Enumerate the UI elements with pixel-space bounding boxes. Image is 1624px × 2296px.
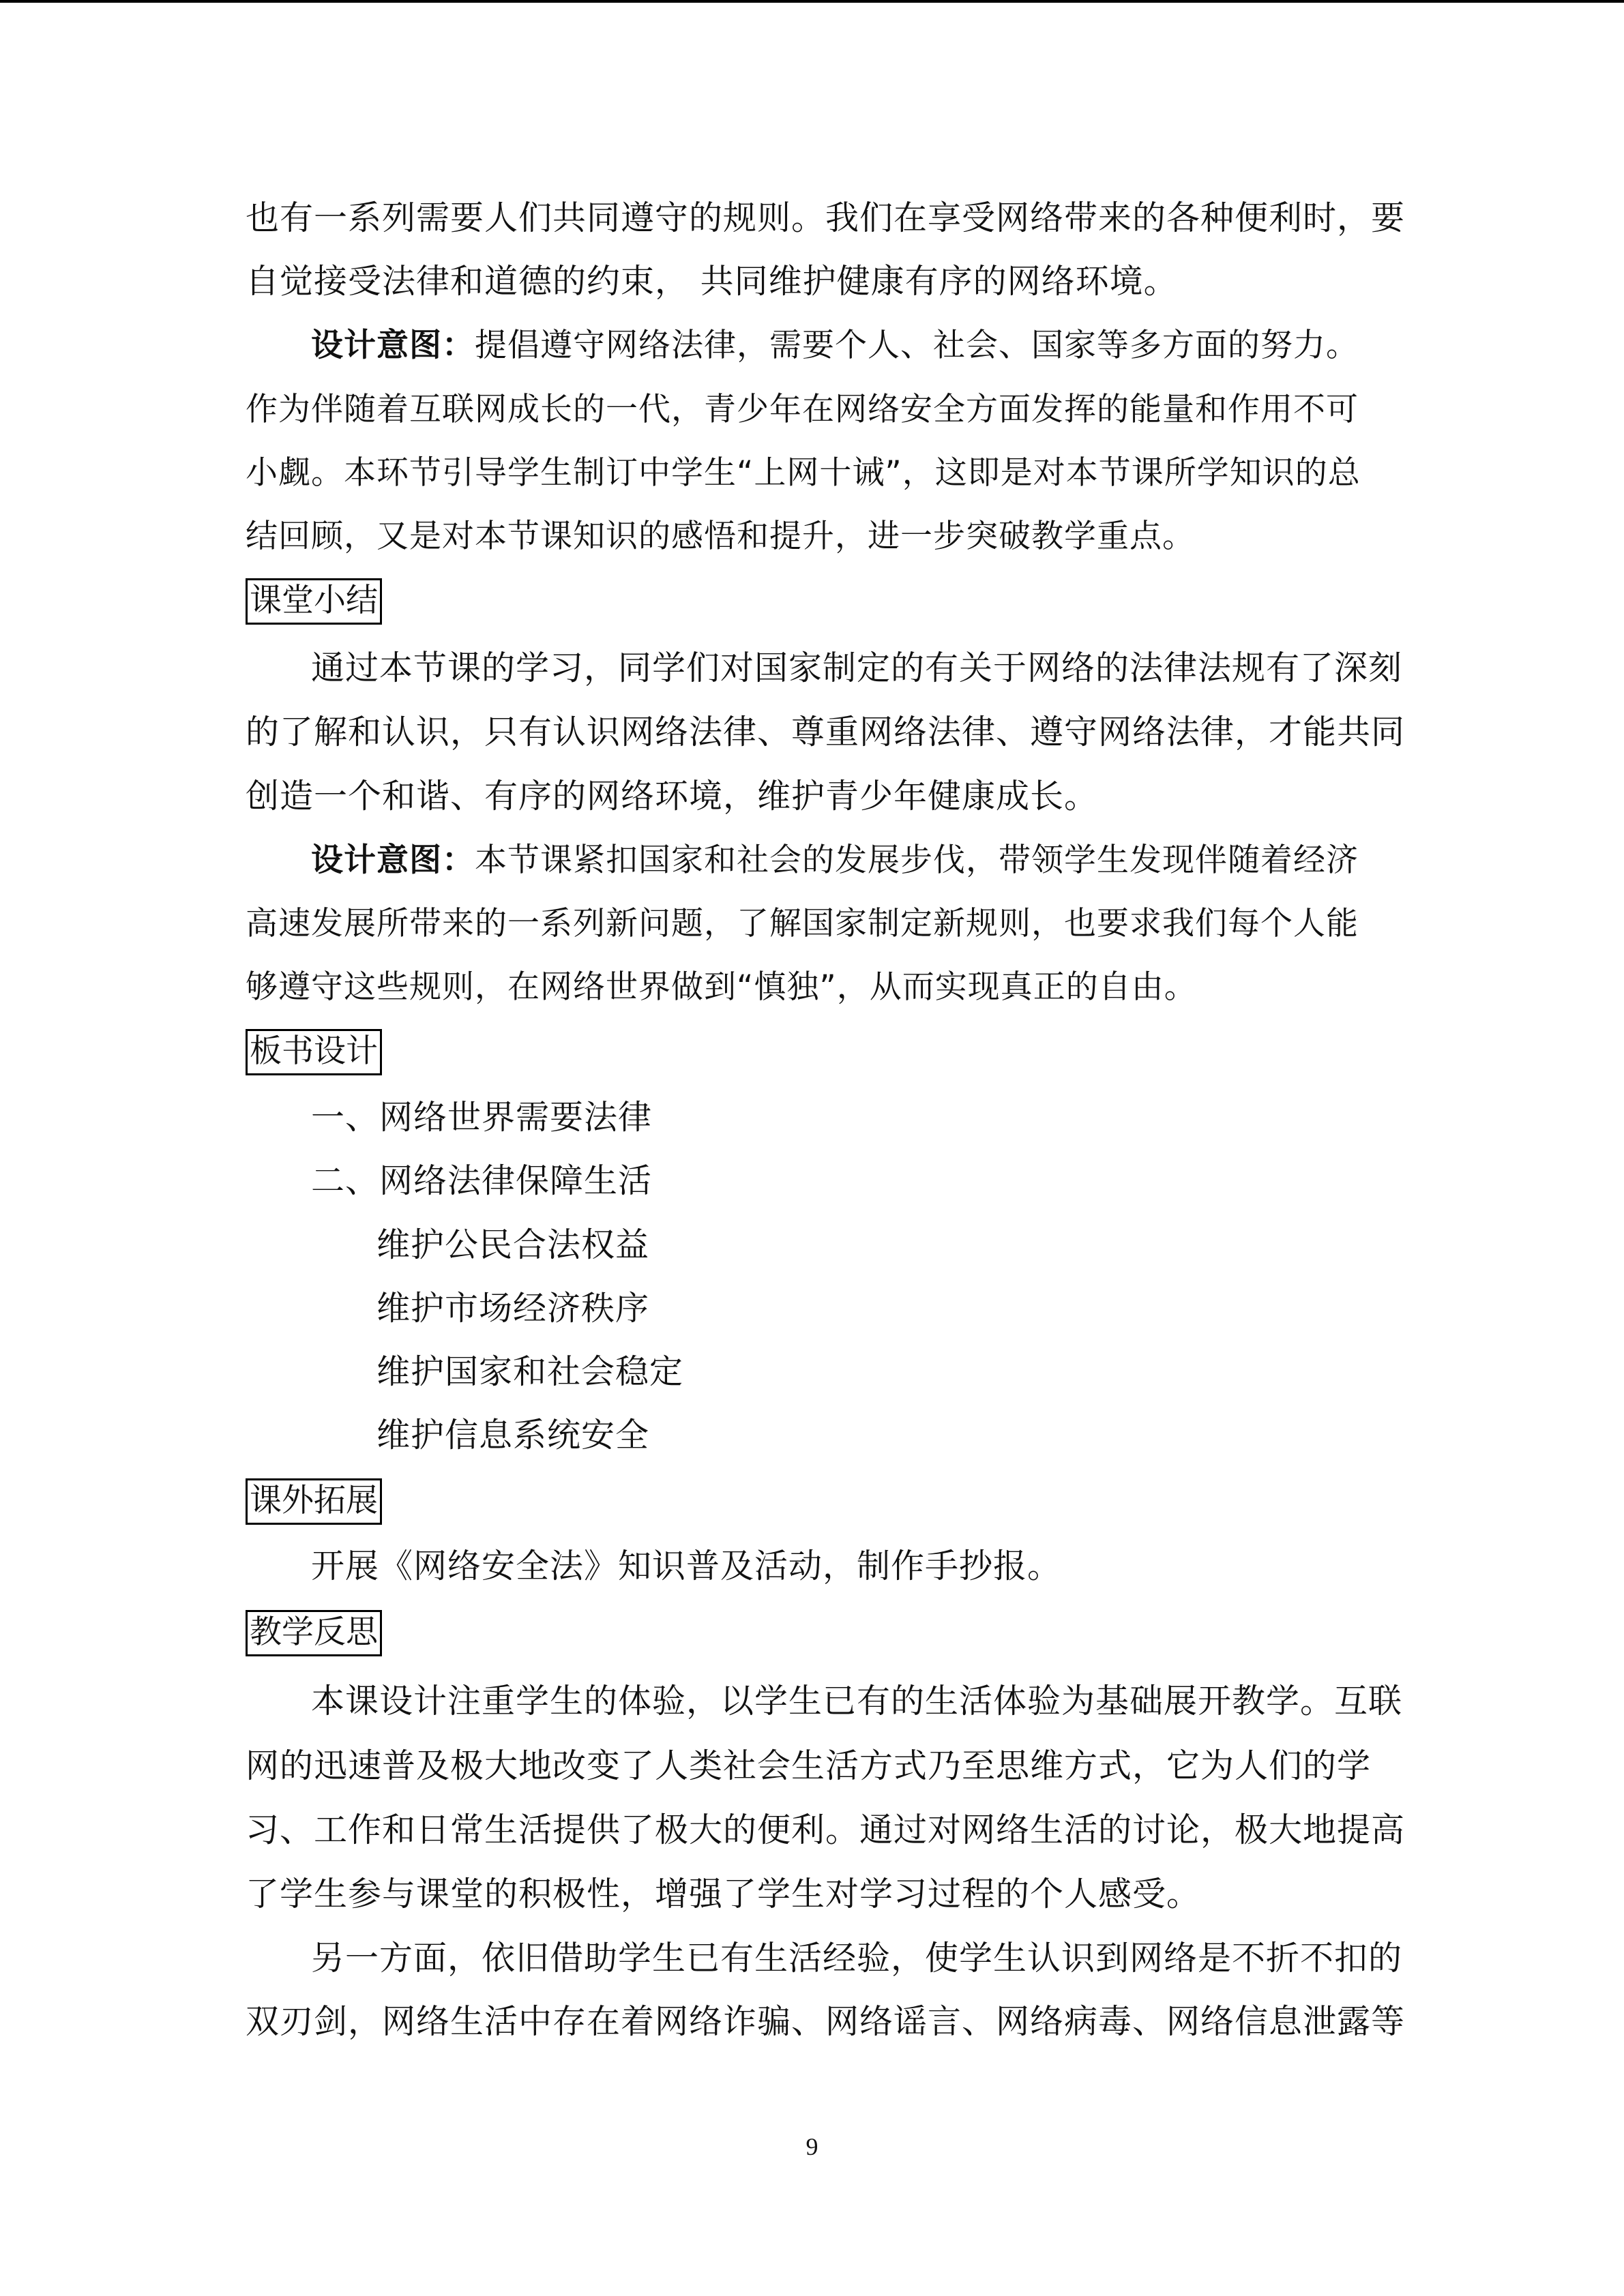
body-text-line: 的了解和认识，只有认识网络法律、尊重网络法律、遵守网络法律，才能共同	[246, 713, 1406, 751]
section-heading-extension: 课外拓展	[246, 1478, 382, 1525]
design-intent-text: 本节课紧扣国家和社会的发展步伐，带领学生发现伴随着经济	[475, 841, 1359, 879]
section-heading-summary: 课堂小结	[246, 578, 382, 625]
body-text-line: 另一方面，依旧借助学生已有生活经验，使学生认识到网络是不折不扣的	[311, 1939, 1403, 1978]
body-text-line: 通过本节课的学习，同学们对国家制定的有关于网络的法律法规有了深刻	[311, 648, 1403, 687]
body-text-line: 自觉接受法律和道德的约束， 共同维护健康有序的网络环境。	[246, 262, 1178, 301]
body-text-line: 够遵守这些规则，在网络世界做到“慎独”，从而实现真正的自由。	[246, 968, 1197, 1006]
section-heading-board: 板书设计	[246, 1029, 382, 1075]
design-intent-paragraph	[311, 322, 1359, 370]
design-intent-text: 提倡遵守网络法律，需要个人、社会、国家等多方面的努力。	[475, 327, 1359, 364]
body-text-line: 也有一系列需要人们共同遵守的规则。我们在享受网络带来的各种便利时，要	[246, 198, 1406, 237]
body-text-line: 结回顾，又是对本节课知识的感悟和提升，进一步突破教学重点。	[246, 518, 1195, 555]
body-text-line: 开展《网络安全法》知识普及活动，制作手抄报。	[311, 1547, 1062, 1585]
body-text-line: 了学生参与课堂的积极性，增强了学生对学习过程的个人感受。	[246, 1875, 1201, 1913]
body-text-line: 小觑。本环节引导学生制订中学生“上网十诫”，这即是对本节课所学知识的总	[246, 454, 1361, 492]
page-number: 9	[806, 2133, 818, 2160]
board-item: 二、网络法律保障生活	[311, 1161, 653, 1200]
body-text-line: 创造一个和谐、有序的网络环境，维护青少年健康成长。	[246, 777, 1099, 816]
board-subitem: 维护国家和社会稳定	[377, 1352, 684, 1391]
board-item: 一、网络世界需要法律	[311, 1098, 653, 1137]
body-text-line: 高速发展所带来的一系列新问题，了解国家制定新规则，也要求我们每个人能	[246, 905, 1359, 942]
body-text-line: 习、工作和日常生活提供了极大的便利。通过对网络生活的讨论，极大地提高	[246, 1810, 1406, 1849]
body-text-line: 双刃剑，网络生活中存在着网络诈骗、网络谣言、网络病毒、网络信息泄露等	[246, 2002, 1406, 2041]
body-text-line: 网的迅速普及极大地改变了人类社会生活方式乃至思维方式，它为人们的学	[246, 1746, 1372, 1785]
design-intent-label: 设计意图：	[311, 841, 475, 879]
body-text-line: 本课设计注重学生的体验，以学生已有的生活体验为基础展开教学。互联	[311, 1682, 1403, 1720]
design-intent-label: 设计意图：	[311, 327, 475, 364]
design-intent-paragraph	[311, 837, 1359, 884]
board-subitem: 维护信息系统安全	[377, 1416, 650, 1455]
board-subitem: 维护市场经济秩序	[377, 1289, 650, 1328]
board-subitem: 维护公民合法权益	[377, 1225, 650, 1264]
body-text-line: 作为伴随着互联网成长的一代，青少年在网络安全方面发挥的能量和作用不可	[246, 391, 1359, 428]
section-heading-reflection: 教学反思	[246, 1610, 382, 1656]
